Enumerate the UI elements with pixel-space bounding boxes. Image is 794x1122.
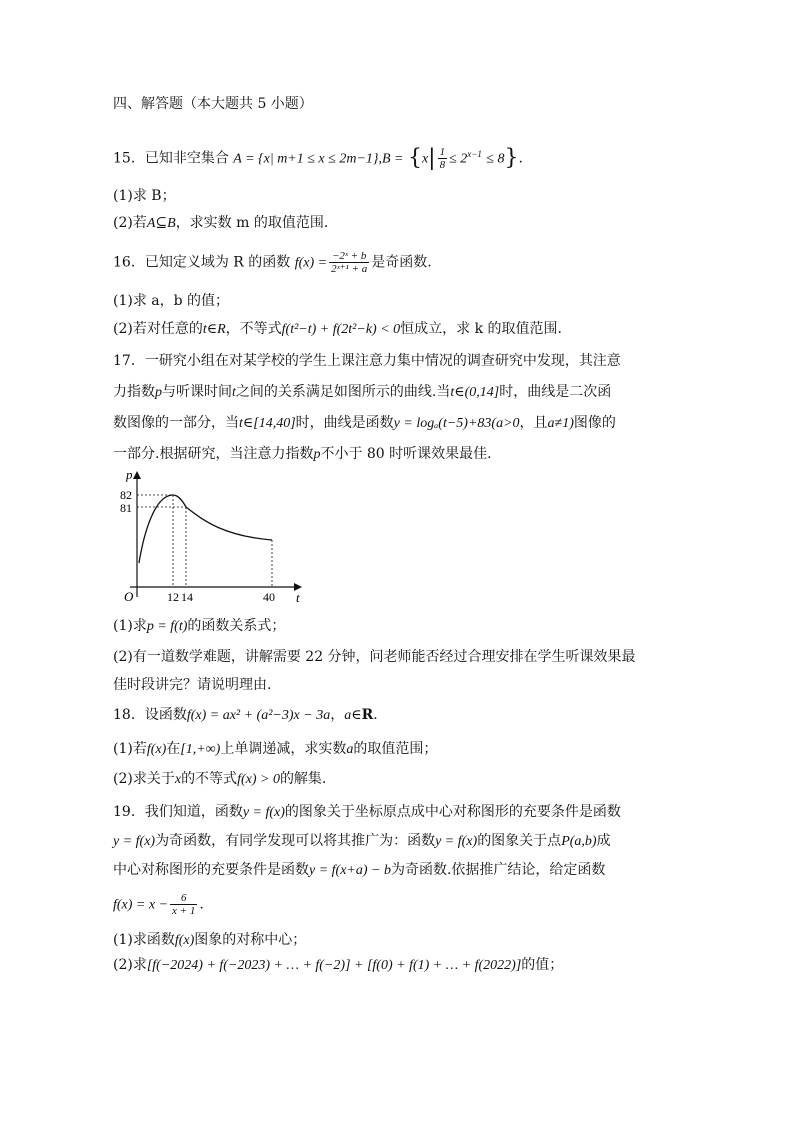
text: . [199, 896, 204, 913]
section-title-text: 四、解答题（本大题共 5 小题） [113, 96, 313, 112]
text: (2)若对任意的 [113, 321, 203, 337]
y-tick-81: 81 [120, 501, 132, 515]
formula: y = f(x) [435, 834, 478, 849]
inequality-formula: f(t²−t) + f(2t²−k) < 0 [281, 322, 401, 337]
x-tick-40: 40 [263, 590, 275, 604]
q15-part2-text-a: (2)若 [113, 215, 147, 231]
text: 18．设函数 [113, 707, 187, 723]
frac-num: 6 [170, 892, 197, 905]
text: . [373, 707, 378, 723]
text: 力指数 [113, 384, 155, 400]
sum-formula: [f(−2024) + f(−2023) + … + f(−2)] + [f(0) + f(1) + … + f(2022)] [146, 958, 522, 973]
q19-part1 [113, 930, 306, 951]
text: (2)求关于 [113, 771, 175, 787]
q16-text: 已知定义域为 R 的函数 [144, 254, 291, 271]
attention-graph [110, 462, 310, 607]
x-tick-14: 14 [181, 590, 193, 604]
q15-part1 [113, 186, 176, 206]
formula: t∈R [202, 322, 226, 337]
fraction-one-eighth [438, 146, 448, 171]
var-a: a [346, 742, 354, 757]
frac-den: x + 1 [172, 905, 196, 917]
q16-part2 [113, 319, 562, 340]
question-number: 15． [113, 150, 145, 167]
formula: y = f(x+a) − b [309, 863, 391, 878]
q17-part1 [113, 616, 285, 637]
text: 为奇函数.依据推广结论，给定函数 [390, 862, 606, 878]
y-axis-arrow [133, 471, 141, 479]
text: 19．我们知道，函数 [113, 804, 243, 820]
log-formula: y = logₐ(t−5)+83(a>0 [393, 416, 520, 431]
fraction [170, 892, 197, 917]
function-formula: f(x) = ax² + (a²−3)x − 3a [186, 708, 331, 723]
text: 佳时段讲完？请说明理由. [113, 677, 272, 693]
frac-den: 2ˣ⁺¹ + a [331, 263, 368, 275]
formula: y = f(x) [242, 805, 285, 820]
var-x: x [174, 772, 182, 787]
curve-quadratic [139, 495, 186, 563]
y-tick-82: 82 [120, 488, 132, 502]
text: 图象的对称中心； [194, 932, 307, 948]
frac-den: 8 [439, 159, 446, 172]
function-name: f(x) = [294, 255, 328, 271]
section-title [113, 94, 313, 114]
formula: a∈ [344, 708, 362, 723]
formula: y = f(x) [113, 834, 156, 849]
set-b-ineq: ≤ 2 [449, 151, 468, 167]
q19-line3 [113, 860, 605, 881]
text: 成 [596, 833, 611, 849]
q16-part1-text: (1)求 a，b 的值； [113, 293, 230, 309]
brace-right: } [504, 145, 519, 171]
formula: a≠1) [547, 416, 574, 431]
text: 与听课时间 [162, 384, 232, 400]
q18-part1 [113, 739, 437, 760]
set-a-formula: A = {x| m+1 ≤ x ≤ 2m−1} [233, 151, 379, 167]
set-b-end: ≤ 8 [486, 151, 505, 167]
text: (1)求 [113, 618, 147, 634]
text: 为奇函数，有同学发现可以将其推广为：函数 [155, 833, 436, 849]
y-axis-label: p [126, 467, 133, 482]
text: 上单调递减，求实数 [220, 741, 347, 757]
text: 不小于 80 时听课效果最佳. [320, 446, 492, 462]
var-p: p [155, 385, 162, 400]
q16-stem [113, 250, 432, 275]
text: 图像的 [573, 415, 616, 431]
q19-line1 [113, 802, 621, 823]
text: (1)求函数 [113, 932, 175, 948]
question-number: 16． [113, 254, 145, 271]
text: ，不等式 [225, 321, 282, 337]
interval: [1,+∞) [180, 742, 221, 757]
inequality: f(x) > 0 [237, 772, 280, 787]
origin-label: O [124, 589, 134, 604]
q17-line1 [113, 351, 621, 371]
frac-num: −2ˣ + b [329, 250, 369, 263]
q17-part2-line2 [113, 675, 271, 695]
text: 之间的关系满足如图所示的曲线.当 [235, 384, 451, 400]
formula: p = f(t) [146, 619, 188, 634]
curve-log [186, 507, 272, 540]
text: 时，曲线是二次函 [499, 384, 612, 400]
text: 的解集. [279, 771, 327, 787]
text: 的值； [521, 957, 564, 973]
text: 数图像的一部分，当 [113, 415, 239, 431]
bar: | [428, 145, 436, 171]
var-t: t [232, 385, 236, 400]
text: 的不等式 [181, 771, 238, 787]
x-axis-label: t [296, 590, 300, 605]
q15-part2 [113, 213, 328, 234]
text: (2)有一道数学难题，讲解需要 22 分钟，问老师能否经过合理安排在学生听课效果最 [113, 649, 636, 665]
subset-formula: A⊆B [146, 216, 176, 231]
q17-line3 [113, 413, 616, 434]
q15-part2-text-b: ，求实数 m 的取值范围. [175, 215, 329, 231]
text: 中心对称图形的充要条件是函数 [113, 862, 309, 878]
q19-line2 [113, 831, 611, 852]
q17-line2 [113, 382, 611, 403]
function-formula: f(x) = x − [113, 897, 169, 913]
text: 一部分.根据研究，当注意力指数 [113, 446, 314, 462]
q18-part2 [113, 769, 326, 790]
q17-part2-line1 [113, 647, 636, 667]
q18-stem [113, 705, 378, 726]
text: 的函数关系式； [187, 618, 286, 634]
set-b-var: x [421, 151, 429, 167]
q16-text-b: 是奇函数. [371, 254, 432, 271]
text: 时，曲线是函数 [295, 415, 394, 431]
frac-num: 1 [439, 146, 446, 159]
text: 17．一研究小组在对某学校的学生上课注意力集中情况的调查研究中发现，其注意 [113, 353, 621, 369]
formula: f(x) [146, 742, 167, 757]
real-set: R [361, 707, 374, 723]
text: 在 [166, 741, 181, 757]
q19-line4 [113, 892, 204, 917]
q15-part1-text: (1)求 B； [113, 188, 176, 204]
text: 的取值范围； [353, 741, 438, 757]
q15-text: 已知非空集合 [144, 150, 229, 167]
text: (2)求 [113, 957, 147, 973]
brace-left: { [407, 145, 422, 171]
period: . [518, 150, 523, 167]
text: (1)若 [113, 741, 147, 757]
text: 的图象关于坐标原点成中心对称图形的充要条件是函数 [284, 804, 621, 820]
function-fraction [329, 250, 369, 275]
exponent: x−1 [467, 149, 482, 159]
q16-part1 [113, 291, 229, 311]
text: ，且 [519, 415, 548, 431]
var-p: p [313, 447, 321, 462]
q19-part2 [113, 955, 563, 976]
x-tick-12: 12 [167, 590, 179, 604]
q15-stem [113, 144, 523, 171]
interval: t∈(0,14] [450, 385, 500, 400]
formula: f(x) [174, 933, 195, 948]
text: 的图象关于点 [477, 833, 562, 849]
set-b-label: ,B = [378, 151, 404, 167]
text: 恒成立，求 k 的取值范围. [400, 321, 562, 337]
interval: t∈[14,40] [239, 416, 296, 431]
point-p: P(a,b) [561, 834, 597, 849]
text: ， [330, 707, 345, 723]
